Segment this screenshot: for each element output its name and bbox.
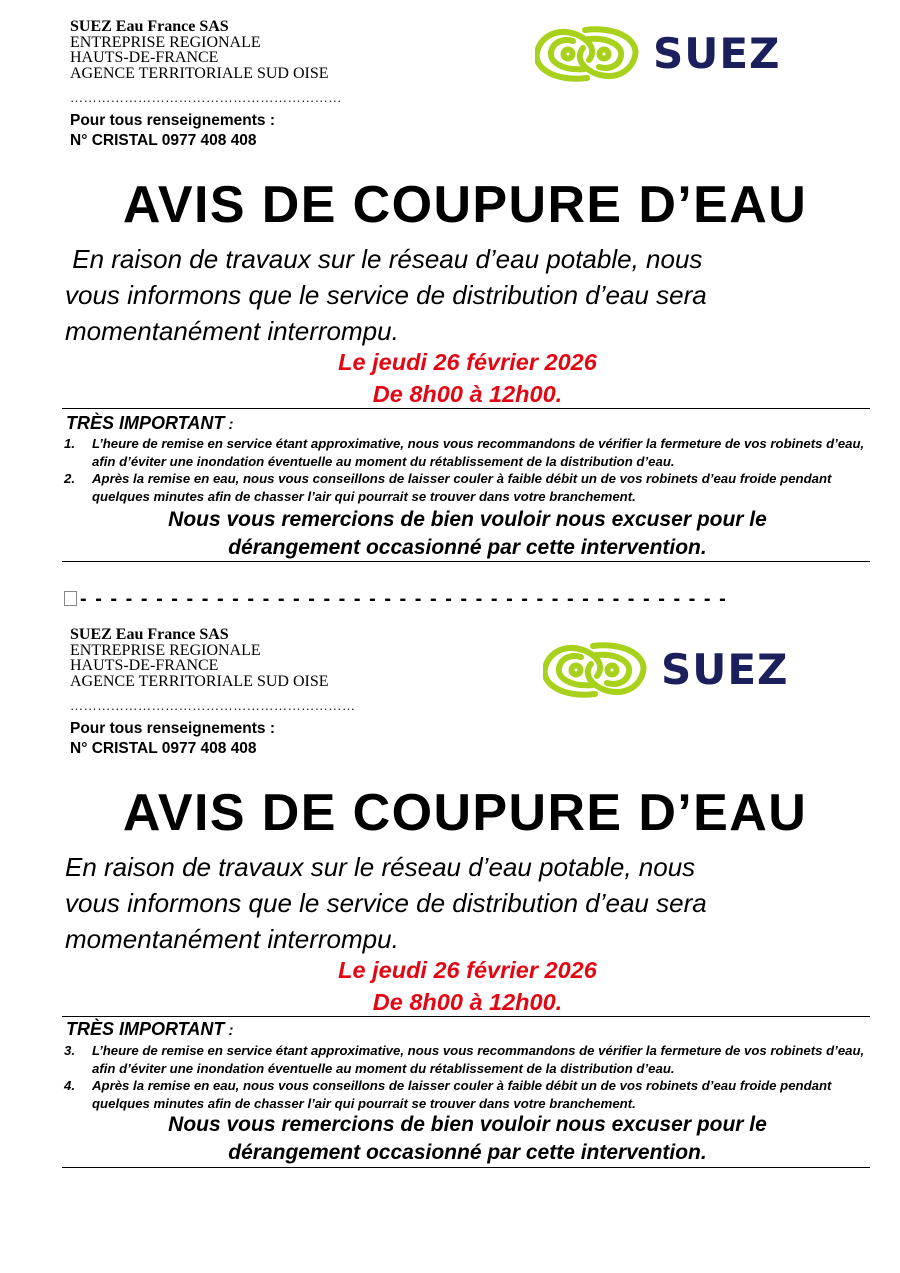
outage-schedule — [0, 346, 900, 410]
list-item — [64, 1077, 874, 1112]
company-block — [70, 19, 329, 81]
logo-wordmark: SUEZ — [661, 645, 789, 694]
suez-logo-icon — [543, 638, 808, 702]
outage-time: De 8h00 à 12h00. — [372, 989, 563, 1015]
company-line-3: AGENCE TERRITORIALE SUD OISE — [70, 672, 329, 690]
intro-line-3: momentanément interrompu. — [65, 316, 399, 346]
list-item-text: Après la remise en eau, nous vous conseillons de laisser couler à faible débit un de vos robinets d’eau froide pendant quelques minutes afin de chasser l’air qui pourrait se trouver dans votre branchement. — [92, 471, 832, 504]
closing-line-1: Nous vous remercions de bien vouloir nous excuser pour le — [168, 508, 767, 531]
list-item-text: Après la remise en eau, nous vous conseillons de laisser couler à faible débit un de vos robinets d’eau froide pendant quelques minutes afin de chasser l’air qui pourrait se trouver dans votre branchement. — [92, 1078, 832, 1111]
outage-date: Le jeudi 26 février 2026 — [338, 957, 597, 983]
suez-logo — [535, 22, 800, 86]
divider — [62, 408, 870, 409]
intro-line-1: En raison de travaux sur le réseau d’eau potable, nous — [65, 244, 703, 274]
intro-text — [65, 241, 865, 349]
important-title: TRÈS IMPORTANT — [66, 413, 225, 433]
divider — [62, 561, 870, 562]
contact-block — [70, 719, 275, 759]
suez-logo — [543, 638, 808, 702]
contact-phone: N° CRISTAL 0977 408 408 — [70, 740, 257, 757]
list-item-number: 3. — [64, 1043, 75, 1058]
important-heading — [66, 1019, 234, 1040]
contact-phone: N° CRISTAL 0977 408 408 — [70, 132, 257, 149]
list-item — [64, 1042, 874, 1077]
important-heading — [66, 413, 234, 434]
list-item — [64, 435, 874, 470]
closing-line-2: dérangement occasionné par cette intervention. — [228, 535, 707, 559]
closing-line-2: dérangement occasionné par cette intervention. — [228, 1140, 707, 1164]
list-item-text: L’heure de remise en service étant approximative, nous vous recommandons de vérifier la fermeture de vos robinets d’eau, afin d’éviter une inondation éventuelle au moment du rétablissement de la distribution d’eau. — [92, 1043, 865, 1076]
important-title: TRÈS IMPORTANT — [66, 1019, 225, 1039]
contact-label: Pour tous renseignements : — [70, 720, 275, 737]
company-line-3: AGENCE TERRITORIALE SUD OISE — [70, 64, 329, 82]
company-line-2: HAUTS-DE-FRANCE — [70, 657, 219, 674]
dotted-separator: ……………………………………………………… — [70, 698, 356, 713]
outage-schedule — [0, 954, 900, 1018]
contact-block — [70, 111, 275, 151]
dotted-separator: …………………………………………………… — [70, 90, 342, 105]
notice-title: AVIS DE COUPURE D’EAU — [122, 784, 808, 842]
logo-wordmark: SUEZ — [653, 29, 781, 78]
company-name: SUEZ Eau France SAS — [70, 18, 229, 35]
closing-message — [0, 506, 900, 561]
important-colon: : — [224, 1022, 234, 1039]
outage-date: Le jeudi 26 février 2026 — [338, 349, 597, 375]
company-line-2: HAUTS-DE-FRANCE — [70, 49, 219, 66]
company-line-1: ENTREPRISE REGIONALE — [70, 33, 261, 51]
contact-label: Pour tous renseignements : — [70, 112, 275, 129]
intro-text — [65, 849, 865, 957]
outage-time: De 8h00 à 12h00. — [372, 381, 563, 407]
closing-message — [0, 1111, 900, 1166]
company-name: SUEZ Eau France SAS — [70, 626, 229, 643]
list-item-number: 2. — [64, 471, 75, 486]
notice-title: AVIS DE COUPURE D’EAU — [122, 176, 808, 234]
important-colon: : — [224, 416, 234, 433]
company-block — [70, 627, 329, 689]
company-line-1: ENTREPRISE REGIONALE — [70, 641, 261, 659]
intro-line-2: vous informons que le service de distribution d’eau sera — [65, 280, 707, 310]
important-list — [64, 1042, 874, 1112]
intro-line-2: vous informons que le service de distribution d’eau sera — [65, 888, 707, 918]
intro-line-1: En raison de travaux sur le réseau d’eau potable, nous — [65, 852, 696, 882]
list-item-text: L’heure de remise en service étant approximative, nous vous recommandons de vérifier la fermeture de vos robinets d’eau, afin d’éviter une inondation éventuelle au moment du rétablissement de la distribution d’eau. — [92, 436, 865, 469]
divider — [62, 1167, 870, 1168]
important-list — [64, 435, 874, 505]
list-item-number: 4. — [64, 1078, 75, 1093]
cut-dashes: - - - - - - - - - - - - - - - - - - - - - - - - - - - - - - - - - - - - - - - - - - - — [80, 588, 728, 610]
scissors-icon — [64, 591, 77, 606]
suez-logo-icon — [535, 22, 800, 86]
list-item-number: 1. — [64, 436, 75, 451]
intro-line-3: momentanément interrompu. — [65, 924, 399, 954]
closing-line-1: Nous vous remercions de bien vouloir nous excuser pour le — [168, 1113, 767, 1136]
divider — [62, 1016, 870, 1017]
list-item — [64, 470, 874, 505]
cut-line — [64, 588, 864, 611]
